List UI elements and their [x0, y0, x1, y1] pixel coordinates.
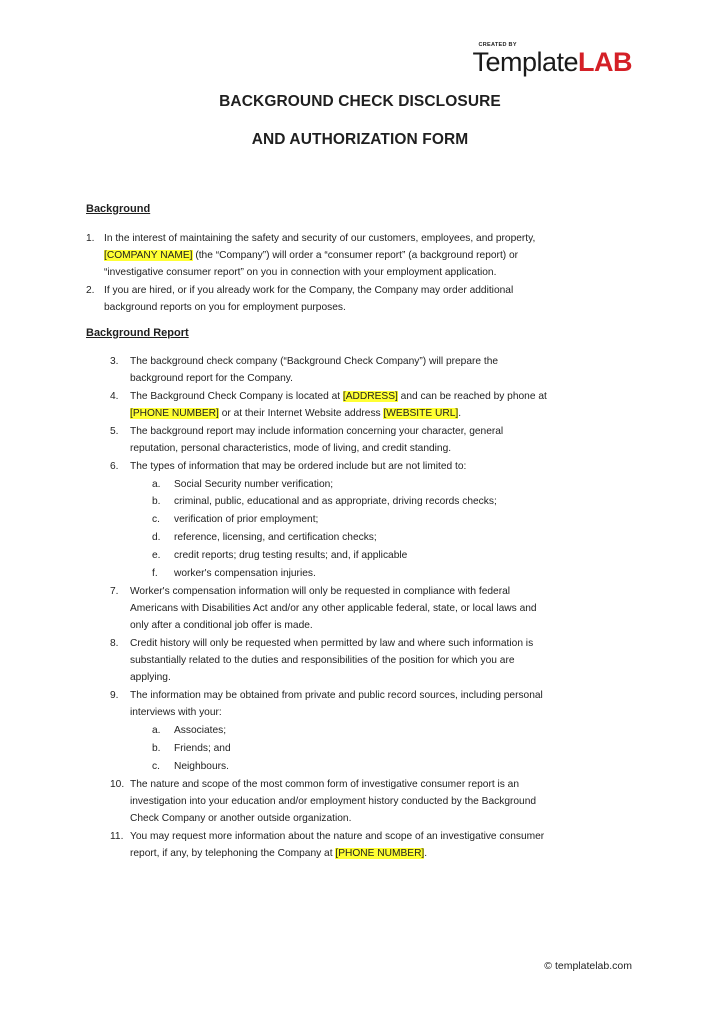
- item-10-line-1: The nature and scope of the most common form of investigative consumer report is an: [130, 779, 520, 790]
- sub-item-letter: f.: [152, 568, 158, 579]
- placeholder-company-name: [COMPANY NAME]: [104, 250, 193, 261]
- logo-wordmark: TemplateLAB: [472, 47, 632, 77]
- templatelab-logo[interactable]: [472, 42, 632, 76]
- item-number: 7.: [110, 586, 119, 597]
- sub-item-text: reference, licensing, and certification checks;: [174, 532, 377, 543]
- item-number: 5.: [110, 426, 119, 437]
- item-10-line-2: investigation into your education and/or employment history conducted by the Background: [130, 796, 537, 807]
- sub-item-letter: a.: [152, 479, 161, 490]
- item-7-line-3: only after a conditional job offer is made.: [130, 620, 313, 631]
- item-6-line-1: The types of information that may be ordered include but are not limited to:: [130, 461, 467, 472]
- item-10-line-3: Check Company or another outside organization.: [130, 813, 352, 824]
- item-7-line-2: Americans with Disabilities Act and/or any other applicable federal, state, or local laws and: [130, 603, 537, 614]
- sub-item-letter: c.: [152, 514, 160, 525]
- item-7-line-1: Worker's compensation information will only be requested in compliance with federal: [130, 586, 511, 597]
- sub-item-text: Friends; and: [174, 743, 231, 754]
- item-number: 11.: [110, 831, 124, 842]
- item-1-line-1: In the interest of maintaining the safety and security of our customers, employees, and property,: [104, 233, 536, 244]
- title-line-2: AND AUTHORIZATION FORM: [251, 131, 469, 148]
- sub-item-text: credit reports; drug testing results; and, if applicable: [174, 550, 408, 561]
- item-1-line-2: [COMPANY NAME] (the “Company”) will order a “consumer report” (a background report) or: [104, 250, 519, 261]
- placeholder-phone-number: [PHONE NUMBER]: [335, 848, 425, 859]
- item-5-line-1: The background report may include information concerning your character, general: [130, 426, 504, 437]
- item-8-line-1: Credit history will only be requested when permitted by law and where such information is: [130, 638, 534, 649]
- item-number: 6.: [110, 461, 119, 472]
- item-2-line-2: background reports on you for employment purposes.: [104, 302, 346, 313]
- sub-item-letter: c.: [152, 761, 160, 772]
- item-number: 8.: [110, 638, 119, 649]
- item-number: 2.: [86, 285, 95, 296]
- sub-item-text: Associates;: [174, 725, 227, 736]
- sub-item-text: criminal, public, educational and as appropriate, driving records checks;: [174, 496, 497, 507]
- sub-item-text: Neighbours.: [174, 761, 229, 772]
- item-number: 10.: [110, 779, 125, 790]
- item-8-line-3: applying.: [130, 672, 171, 683]
- item-2-line-1: If you are hired, or if you already work for the Company, the Company may order additional: [104, 285, 514, 296]
- item-5-line-2: reputation, personal characteristics, mode of living, and credit standing.: [130, 443, 452, 454]
- item-3-line-1: The background check company (“Background Check Company”) will prepare the: [130, 356, 499, 367]
- footer-copyright[interactable]: © templatelab.com: [544, 960, 632, 972]
- logo-created-by: CREATED BY: [478, 42, 517, 48]
- item-4-line-1: The Background Check Company is located at [ADDRESS] and can be reached by phone at: [130, 391, 547, 402]
- item-8-line-2: substantially related to the duties and responsibilities of the position for which you are: [130, 655, 515, 666]
- item-number: 9.: [110, 690, 119, 701]
- placeholder-phone-number: [PHONE NUMBER]: [130, 408, 219, 419]
- item-3-line-2: background report for the Company.: [130, 373, 293, 384]
- item-9-line-2: interviews with your:: [130, 707, 222, 718]
- sub-item-letter: b.: [152, 496, 161, 507]
- item-number: 3.: [110, 356, 119, 367]
- sub-item-letter: b.: [152, 743, 161, 754]
- item-11-line-1: You may request more information about the nature and scope of an investigative consumer: [130, 831, 545, 842]
- sub-item-letter: e.: [152, 550, 161, 561]
- sub-item-text: verification of prior employment;: [174, 514, 319, 525]
- placeholder-website-url: [WEBSITE URL]: [383, 408, 459, 419]
- sub-item-letter: d.: [152, 532, 161, 543]
- sub-item-text: Social Security number verification;: [174, 479, 334, 490]
- section-heading-background: Background: [86, 203, 151, 215]
- sub-item-text: worker's compensation injuries.: [174, 568, 316, 579]
- item-number: 1.: [86, 233, 95, 244]
- item-11-line-2: report, if any, by telephoning the Company at [PHONE NUMBER].: [130, 848, 428, 859]
- sub-item-letter: a.: [152, 725, 161, 736]
- section-heading-background-report: Background Report: [86, 327, 189, 339]
- item-1-line-3: “investigative consumer report” on you in connection with your employment application.: [104, 267, 497, 278]
- placeholder-address: [ADDRESS]: [342, 391, 398, 402]
- item-9-line-1: The information may be obtained from private and public record sources, including personal: [130, 690, 543, 701]
- item-4-line-2: [PHONE NUMBER] or at their Internet Website address [WEBSITE URL].: [130, 408, 462, 419]
- title-line-1: BACKGROUND CHECK DISCLOSURE: [219, 93, 501, 110]
- item-number: 4.: [110, 391, 119, 402]
